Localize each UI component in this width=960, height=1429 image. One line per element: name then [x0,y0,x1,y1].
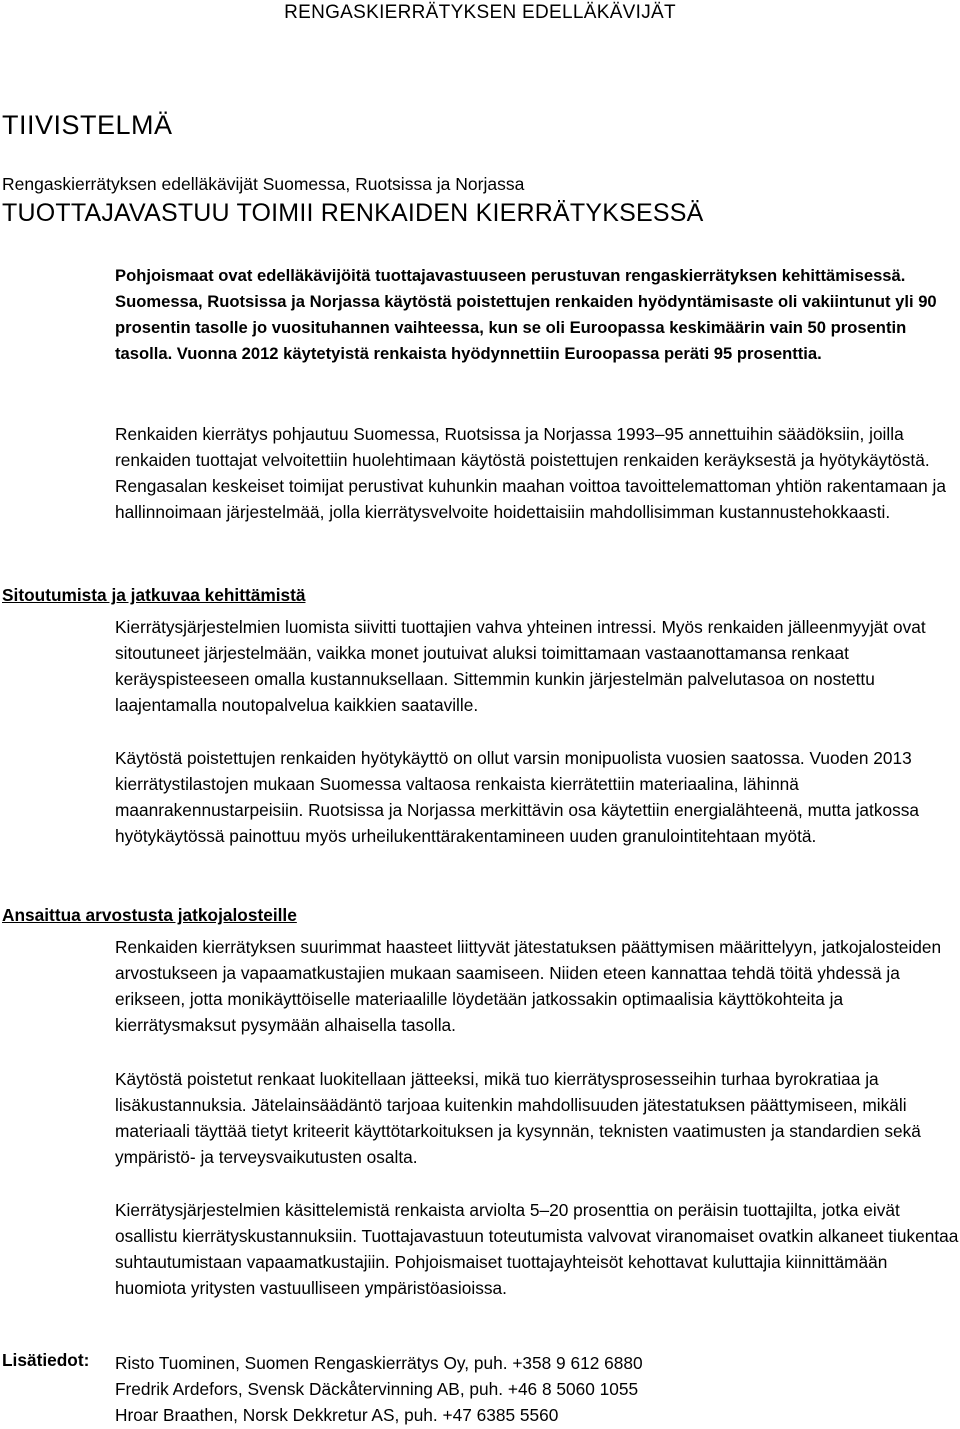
section-appreciation-paragraph-1: Renkaiden kierrätyksen suurimmat haasteet liittyvät jätestatuksen päättymisen määrittelyyn, jatkojalosteiden arvostukseen ja vapaamatkustajien mukaan saamiseen. Niiden eteen kannattaa tehdä töitä yhdessä ja erikseen, jotta monikäyttöiselle materiaalille löydetään jatkossakin optimaalisia käyttökohteita ja kierrätysmaksut pysymään alhaisella tasolla. [115,937,942,1035]
section-heading-commitment: Sitoutumista ja jatkuvaa kehittämistä [2,585,306,605]
contact-line: Risto Tuominen, Suomen Rengaskierrätys Oy, puh. +358 9 612 6880 [115,1353,643,1373]
section-commitment-paragraph-1: Kierrätysjärjestelmien luomista siivitti tuottajien vahva yhteinen intressi. Myös renkaiden jälleenmyyjät ovat sitoutuneet järjestelmään, vaikka monet joutuivat aluksi toimittamaan vastaanottamansa renkaat keräyspisteeseen omalla kustannuksellaan. Sittemmin kunkin järjestelmän palvelutasoa on nostettu laajentamalla noutopalvelua kaikkien saataville. [115,617,926,715]
running-header: RENGASKIERRÄTYKSEN EDELLÄKÄVIJÄT [284,2,676,23]
contacts-list [115,1350,643,1428]
contact-line: Hroar Braathen, Norsk Dekkretur AS, puh. +47 6385 5560 [115,1405,559,1425]
contacts-label: Lisätiedot: [2,1350,90,1370]
intro-paragraph: Renkaiden kierrätys pohjautuu Suomessa, Ruotsissa ja Norjassa 1993–95 annettuihin säädöksiin, joilla renkaiden tuottajat velvoitettiin huolehtimaan käytöstä poistettujen renkaiden keräyksestä ja hyötykäytöstä. Rengasalan keskeiset toimijat perustivat kuhunkin maahan voittoa tavoittelemattoman yhtiön rakentamaan ja hallinnoimaan järjestelmää, jolla kierrätysvelvoite hoidettaisiin mahdollisimman kustannustehokkaasti. [115,424,946,522]
document-headline: TUOTTAJAVASTUU TOIMII RENKAIDEN KIERRÄTYKSESSÄ [2,199,704,227]
section-commitment-paragraph-2: Käytöstä poistettujen renkaiden hyötykäyttö on ollut varsin monipuolista vuosien saatossa. Vuoden 2013 kierrätystilastojen mukaan Suomessa valtaosa renkaista kierrätettiin materiaalina, lähinnä maanrakennustarpeisiin. Ruotsissa ja Norjassa merkittävin osa käytettiin energialähteenä, mutta jatkossa hyötykäytössä painottuu myös urheilukenttärakentamineen uuden granulointitehtaan myötä. [115,748,919,846]
document-title: TIIVISTELMÄ [2,110,173,140]
section-appreciation-paragraph-3: Kierrätysjärjestelmien käsittelemistä renkaista arviolta 5–20 prosenttia on peräisin tuottajilta, jotka eivät osallistu kierrätyskustannuksiin. Tuottajavastuun toteutumista valvovat viranomaiset ovatkin alkaneet tiukentaa suhtautumistaan vapaamatkustajiin. Pohjoismaiset tuottajayhteisöt kehottavat kuluttajia kiinnittämään huomiota yritysten vastuulliseen ympäristöasioissa. [115,1200,959,1298]
section-appreciation-paragraph-2: Käytöstä poistetut renkaat luokitellaan jätteeksi, mikä tuo kierrätysprosesseihin turhaa byrokratiaa ja lisäkustannuksia. Jätelainsäädäntö tarjoaa kuitenkin mahdollisuuden jätestatuksen päättymiseen, mikäli materiaali täyttää tietyt kriteerit käyttötarkoituksen ja kysynnän, teknisten vaatimusten ja standardien sekä ympäristö- ja terveysvaikutusten osalta. [115,1069,921,1167]
section-heading-appreciation: Ansaittua arvostusta jatkojalosteille [2,905,297,925]
contact-line: Fredrik Ardefors, Svensk Däckåtervinning AB, puh. +46 8 5060 1055 [115,1379,639,1399]
document-subtitle: Rengaskierrätyksen edelläkävijät Suomessa, Ruotsissa ja Norjassa [2,174,525,194]
lead-paragraph: Pohjoismaat ovat edelläkävijöitä tuottajavastuuseen perustuvan rengaskierrätyksen kehittämisessä. Suomessa, Ruotsissa ja Norjassa käytöstä poistettujen renkaiden hyödyntämisaste oli vakiintunut yli 90 prosentin tasolle jo vuosituhannen vaihteessa, kun se oli Euroopassa keskimäärin vain 50 prosentin tasolla. Vuonna 2012 käytetyistä renkaista hyödynnettiin Euroopassa peräti 95 prosenttia. [115,266,937,363]
